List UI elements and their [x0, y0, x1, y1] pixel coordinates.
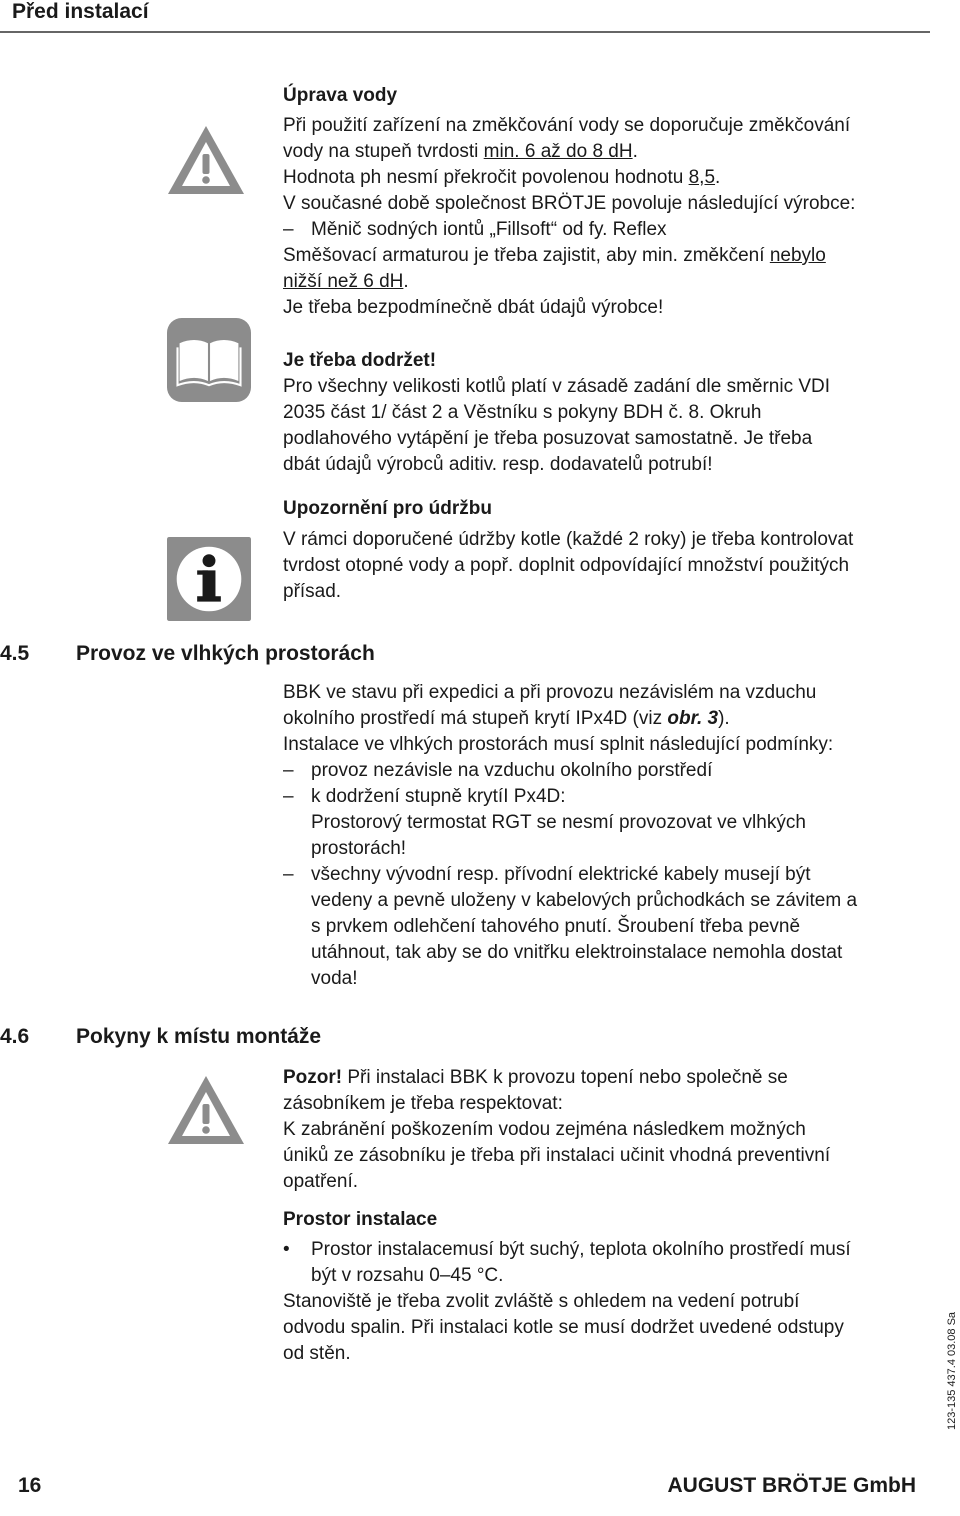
maintenance-text-line: přísad. — [283, 581, 342, 602]
comply-text-line: Pro všechny velikosti kotlů platí v zásadě zadání dle směrnic VDI — [283, 376, 831, 397]
comply-text-line: podlahového vytápění je třeba posuzovat samostatně. Je třeba — [283, 428, 813, 449]
s45-list-item-cont: Prostorový termostat RGT se nesmí provozovat ve vlhkých — [311, 812, 806, 833]
water-text-line: V současné době společnost BRÖTJE povoluje následující výrobce: — [283, 193, 856, 214]
maintenance-section — [283, 496, 943, 605]
s45-list-item-cont: s prvkem odlehčení tahového pnutí. Šroubení třeba pevně — [311, 916, 801, 937]
s46-text-line: od stěn. — [283, 1343, 351, 1364]
s45-list-item: – provoz nezávisle na vzduchu okolního porstředí — [283, 760, 713, 781]
water-text-line: nižší než 6 dH. — [283, 271, 409, 292]
s46-text-line: opatření. — [283, 1171, 358, 1192]
book-icon — [167, 318, 251, 402]
s45-text-line: Instalace ve vlhkých prostorách musí splnit následující podmínky: — [283, 734, 834, 755]
s46-text-line: Stanoviště je třeba zvolit zvláště s ohledem na vedení potrubí — [283, 1291, 800, 1312]
water-treatment-section — [283, 83, 943, 321]
section-4-5-body — [283, 680, 943, 992]
warning-icon — [164, 120, 248, 204]
s46-text-line: odvodu spalin. Při instalaci kotle se musí dodržet uvedené odstupy — [283, 1317, 844, 1338]
water-text-line: Při použití zařízení na změkčování vody se doporučuje změkčování — [283, 115, 851, 136]
comply-section — [283, 348, 943, 478]
s45-list-item: – všechny vývodní resp. přívodní elektrické kabely musejí být — [283, 864, 811, 885]
s46-bullet-item: • Prostor instalacemusí být suchý, teplota okolního prostředí musí — [283, 1239, 851, 1260]
s46-text-line: K zabránění poškozením vodou zejména následkem možných — [283, 1119, 806, 1140]
footer-brand: AUGUST BRÖTJE GmbH — [667, 1474, 916, 1497]
water-text-line: Je třeba bezpodmínečně dbát údajů výrobce! — [283, 297, 664, 318]
document-code: 123-135 437.4 03.08 Sa — [946, 1311, 958, 1430]
water-list-item: – Měnič sodných iontů „Fillsoft“ od fy. Reflex — [283, 219, 667, 240]
s45-list-item-cont: utáhnout, tak aby se do vnitřku elektroinstalace nemohla dostat — [311, 942, 843, 963]
s46-bullet-item-cont: být v rozsahu 0–45 °C. — [311, 1265, 504, 1286]
s46-text-line: úniků ze zásobníku je třeba při instalaci učinit vhodná preventivní — [283, 1145, 831, 1166]
water-heading: Úprava vody — [283, 85, 398, 106]
s45-text-line: okolního prostředí má stupeň krytí IPx4D (viz obr. 3). — [283, 708, 730, 729]
maintenance-heading: Upozornění pro údržbu — [283, 498, 492, 519]
header-divider — [0, 31, 930, 33]
section-4-5-title: 4.5 Provoz ve vlhkých prostorách — [0, 642, 375, 665]
s45-list-item-cont: voda! — [311, 968, 358, 989]
comply-text-line: 2035 část 1/ část 2 a Věstníku s pokyny BDH č. 8. Okruh — [283, 402, 762, 423]
s46-text-line: zásobníkem je třeba respektovat: — [283, 1093, 563, 1114]
section-4-6-body — [283, 1065, 943, 1367]
s45-list-item-cont: prostorách! — [311, 838, 407, 859]
water-text-line: vody na stupeň tvrdosti min. 6 až do 8 dH. — [283, 141, 638, 162]
maintenance-text-line: tvrdost otopné vody a popř. doplnit odpovídající množství použitých — [283, 555, 850, 576]
water-text-line: Hodnota ph nesmí překročit povolenou hodnotu 8,5. — [283, 167, 721, 188]
comply-heading: Je třeba dodržet! — [283, 350, 437, 371]
page-header-title: Před instalací — [12, 0, 149, 23]
maintenance-text-line: V rámci doporučené údržby kotle (každé 2 roky) je třeba kontrolovat — [283, 529, 854, 550]
room-heading: Prostor instalace — [283, 1209, 438, 1230]
caution-label: Pozor! — [283, 1067, 343, 1088]
info-icon — [167, 537, 251, 621]
page-number: 16 — [18, 1474, 42, 1497]
s45-list-item: – k dodržení stupně krytíI Px4D: — [283, 786, 566, 807]
warning-icon — [164, 1070, 248, 1154]
water-text-line: Směšovací armaturou je třeba zajistit, aby min. změkčení nebylo — [283, 245, 826, 266]
comply-text-line: dbát údajů výrobců aditiv. resp. dodavatelů potrubí! — [283, 454, 713, 475]
s46-caution-line: Pozor! Při instalaci BBK k provozu topení nebo společně se — [283, 1067, 788, 1088]
s45-text-line: BBK ve stavu při expedici a při provozu nezávislém na vzduchu — [283, 682, 817, 703]
s45-list-item-cont: vedeny a pevně uloženy v kabelových průchodkách se závitem a — [311, 890, 858, 911]
section-4-6-title: 4.6 Pokyny k místu montáže — [0, 1025, 322, 1048]
